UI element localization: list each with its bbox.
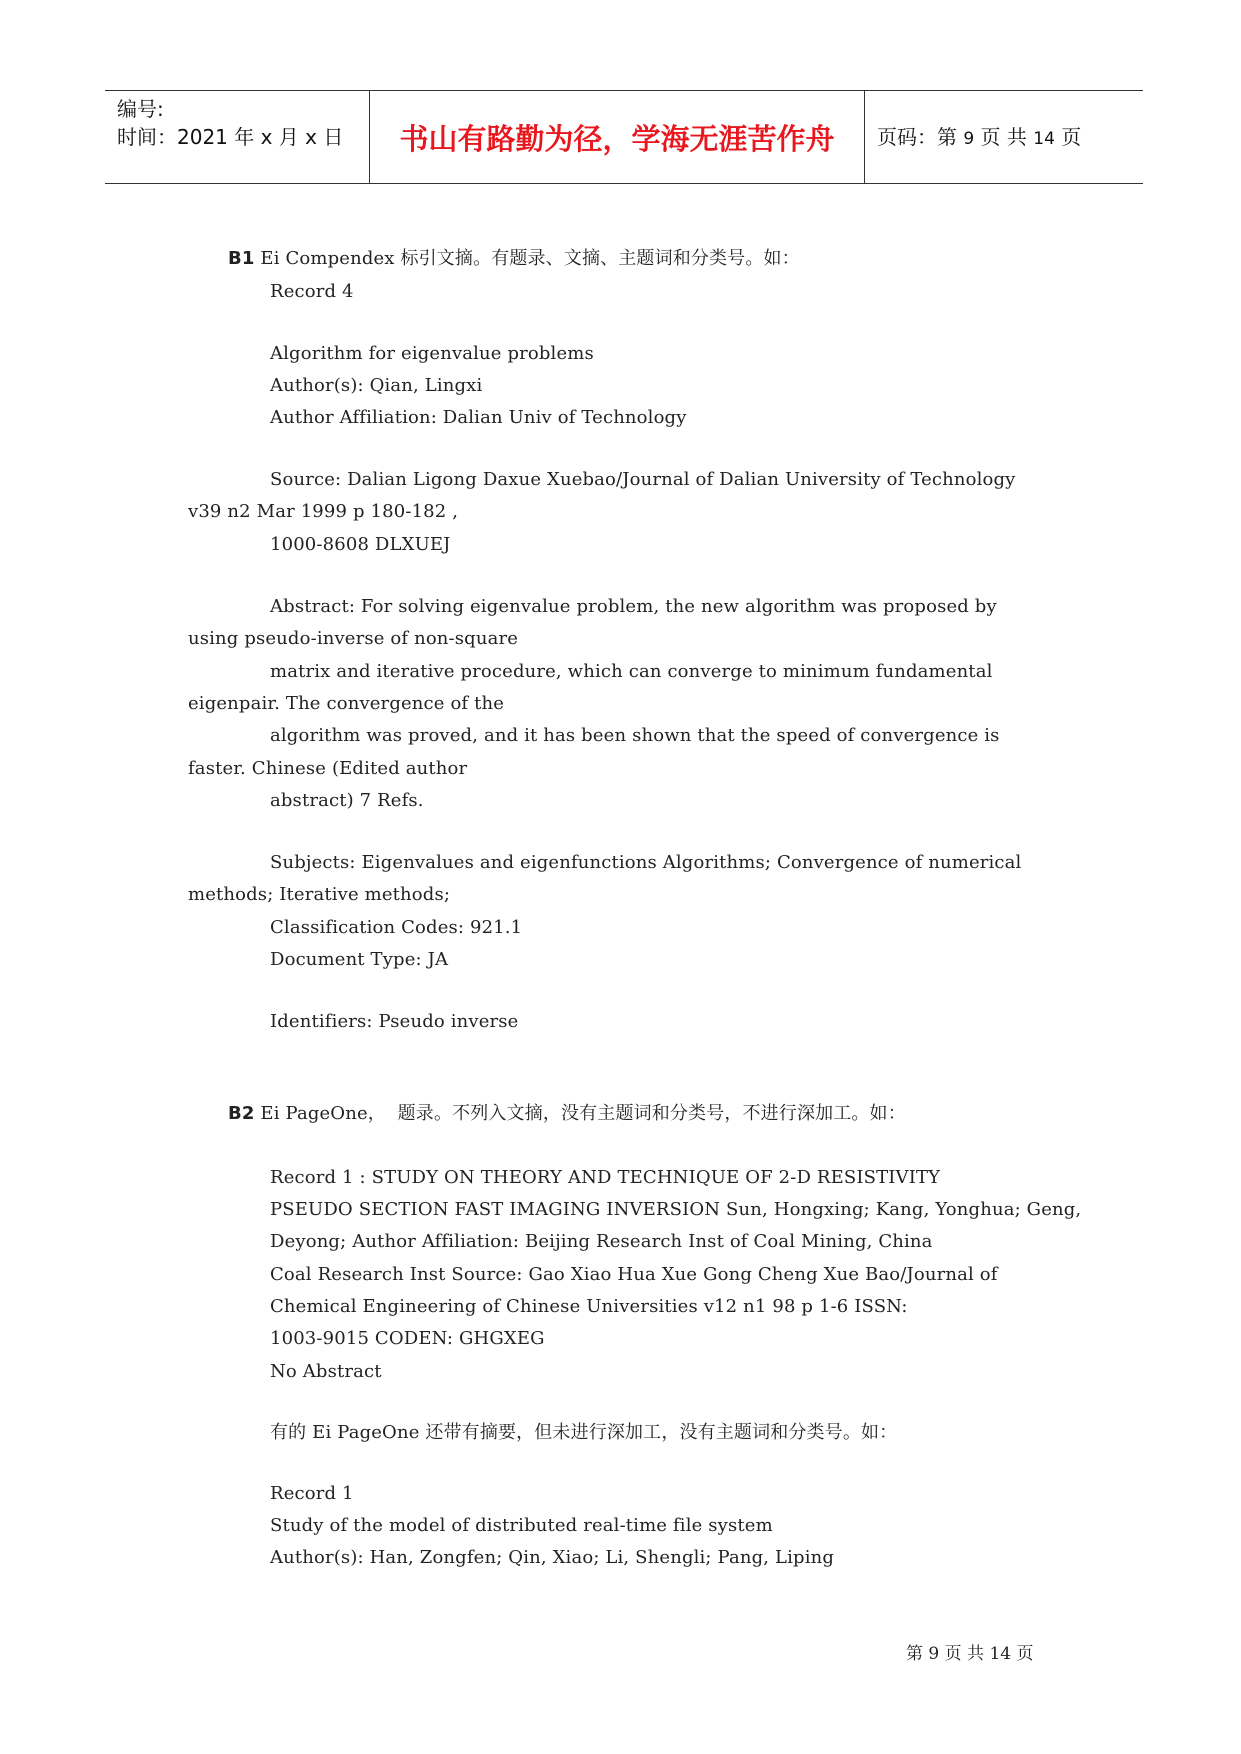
header-page-mid: 页 共 [980,125,1027,149]
footer-suffix: 页 [1011,1644,1034,1664]
doc-time-label: 时间：2021 年 x 月 x 日 [117,125,344,149]
record4-abstract-line-5: algorithm was proved, and it has been shown that the speed of convergence is [270,725,1000,746]
record4-abstract-line-1: Abstract: For solving eigenvalue problem, the new algorithm was proposed by [270,596,997,617]
record4-abstract-line-4: eigenpair. The convergence of the [188,693,505,714]
record1a-line-2: PSEUDO SECTION FAST IMAGING INVERSION Sun, Hongxing; Kang, Yonghua; Geng, [270,1199,1082,1220]
record4-abstract-line-6: faster. Chinese (Edited author [188,758,468,779]
record4-title: Algorithm for eigenvalue problems [270,343,594,364]
header-page-indicator [877,121,1081,150]
header-left-cell [105,91,370,183]
b1-label: B1 [228,248,255,269]
b2-label: B2 [228,1103,255,1124]
header-page-current: 9 [963,129,975,149]
record4-source-line-2: v39 n2 Mar 1999 p 180-182 , [188,501,459,522]
record4-abstract-line-7: abstract) 7 Refs. [270,790,424,811]
record1a-line-6: 1003-9015 CODEN: GHGXEG [270,1328,545,1349]
record1a-line-1: Record 1 : STUDY ON THEORY AND TECHNIQUE OF 2-D RESISTIVITY [270,1167,941,1188]
record4-subjects-line-2: methods; Iterative methods; [188,884,451,905]
record4-affiliation: Author Affiliation: Dalian Univ of Technology [270,407,687,428]
header-page-total: 14 [1033,129,1055,149]
footer-page-total: 14 [989,1644,1012,1664]
record1a-line-7: No Abstract [270,1361,382,1382]
b1-intro: Ei Compendex 标引文摘。有题录、文摘、主题词和分类号。如： [254,248,800,269]
record1a-line-5: Chemical Engineering of Chinese Universities v12 n1 98 p 1-6 ISSN: [270,1296,908,1317]
record1b-number: Record 1 [270,1483,354,1504]
record4-classification: Classification Codes: 921.1 [270,917,523,938]
record1b-author: Author(s): Han, Zongfen; Qin, Xiao; Li, Shengli; Pang, Liping [270,1547,835,1568]
header-page-prefix: 页码：第 [877,125,957,149]
record4-abstract-line-2: using pseudo-inverse of non-square [188,628,519,649]
record1a-line-3: Deyong; Author Affiliation: Beijing Research Inst of Coal Mining, China [270,1231,933,1252]
record1b-title: Study of the model of distributed real-time file system [270,1515,773,1536]
record4-identifiers: Identifiers: Pseudo inverse [270,1011,519,1032]
footer-page-current: 9 [928,1644,940,1664]
header-motto: 书山有路勤为径，学海无涯苦作舟 [370,91,865,183]
footer-prefix: 第 [906,1644,929,1664]
record4-abstract-line-3: matrix and iterative procedure, which can converge to minimum fundamental [270,661,993,682]
record4-number: Record 4 [270,281,354,302]
record4-document-type: Document Type: JA [270,949,449,970]
page-footer [906,1639,1034,1664]
record4-author: Author(s): Qian, Lingxi [270,375,483,396]
b1-intro-line [228,247,800,271]
record4-source-line-1: Source: Dalian Ligong Daxue Xuebao/Journal of Dalian University of Technology [270,469,1016,490]
header-page-suffix: 页 [1061,125,1082,149]
record4-source-line-3: 1000-8608 DLXUEJ [270,534,451,555]
record4-subjects-line-1: Subjects: Eigenvalues and eigenfunctions Algorithms; Convergence of numerical [270,852,1022,873]
page-header [105,90,1143,184]
record1a-line-4: Coal Research Inst Source: Gao Xiao Hua Xue Gong Cheng Xue Bao/Journal of [270,1264,998,1285]
footer-mid: 页 共 [939,1644,990,1664]
b2-intro: Ei PageOne， 题录。不列入文摘，没有主题词和分类号，不进行深加工。如： [254,1103,906,1124]
b2-intro-line [228,1102,906,1126]
pageone-note: 有的 Ei PageOne 还带有摘要，但未进行深加工，没有主题词和分类号。如： [270,1422,898,1443]
doc-number-label: 编号: [117,97,164,121]
